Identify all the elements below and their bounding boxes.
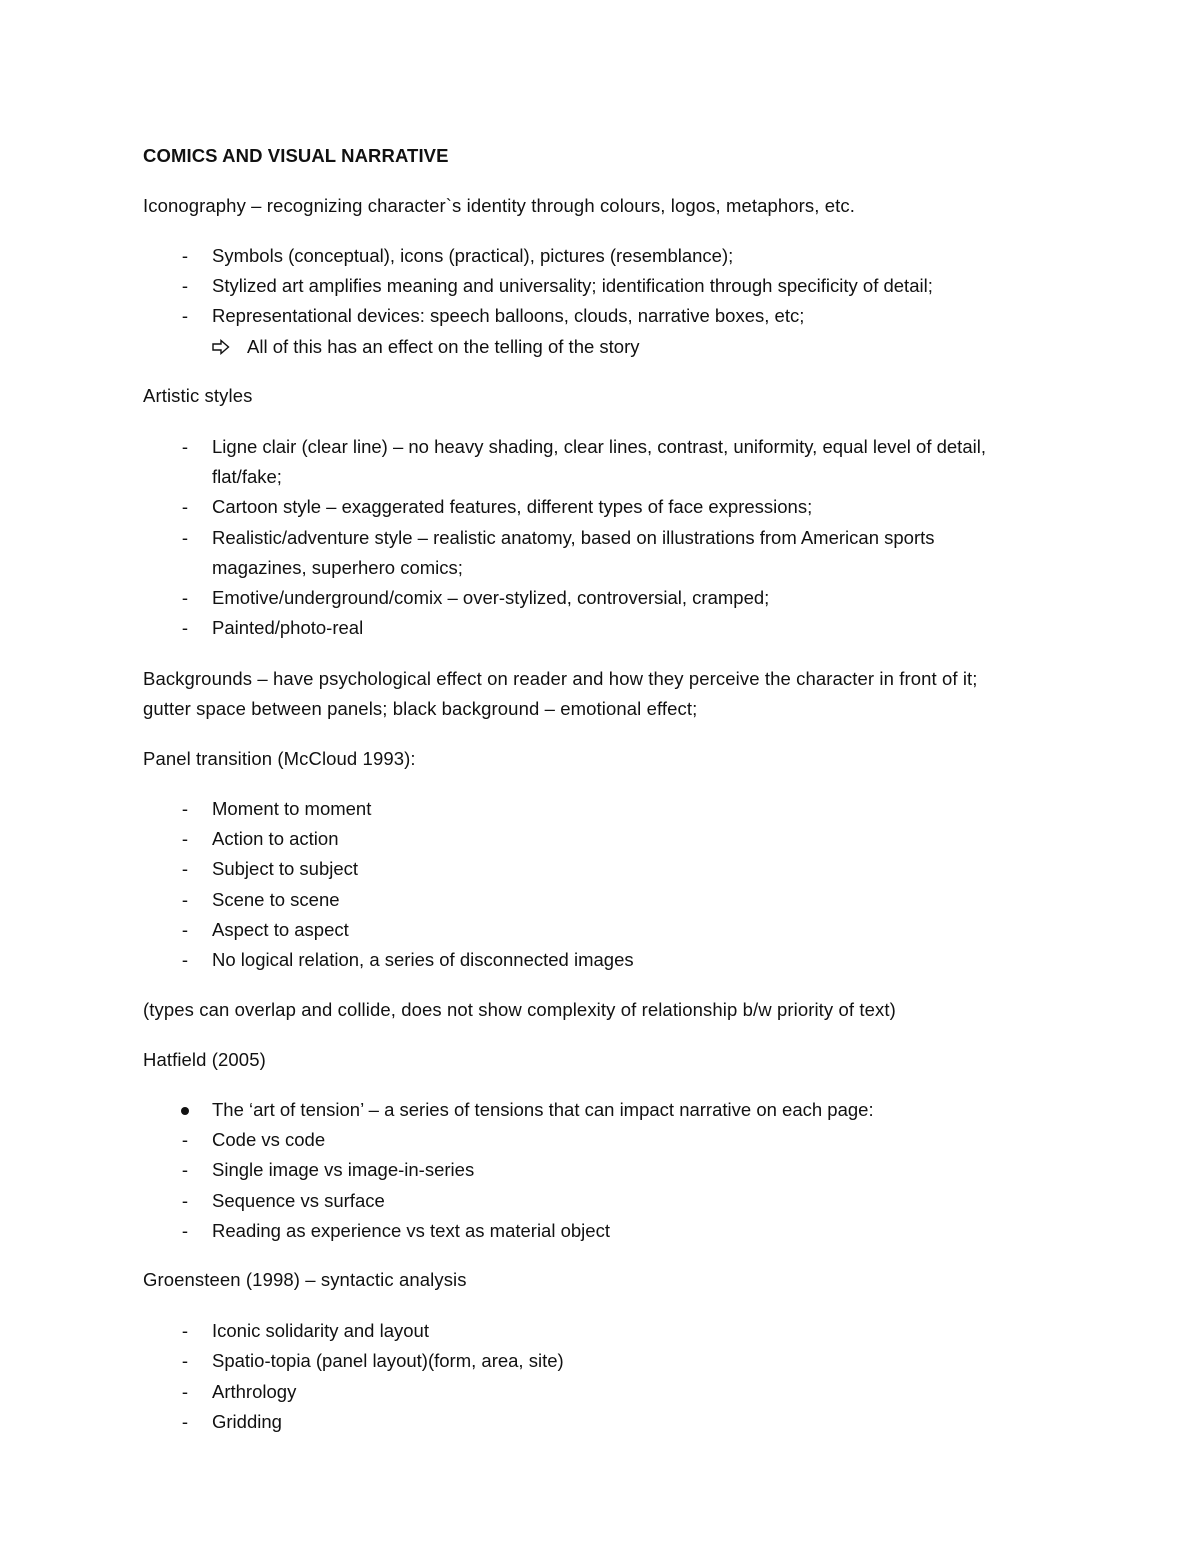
- list-item-text: Subject to subject: [212, 858, 359, 879]
- section-heading-panel-transition: Panel transition (McCloud 1993):: [143, 748, 416, 769]
- dash-marker: -: [181, 1129, 189, 1150]
- list-item-text: Sequence vs surface: [212, 1190, 385, 1211]
- dash-marker: -: [181, 1411, 189, 1432]
- list-item-text: Painted/photo-real: [212, 617, 364, 638]
- list-item-text: No logical relation, a series of disconnected images: [212, 949, 634, 970]
- list-item-text: Arthrology: [212, 1381, 297, 1402]
- arrow-note-text: All of this has an effect on the telling of the story: [247, 336, 640, 357]
- dash-marker: -: [181, 275, 189, 296]
- list-item-text: Ligne clair (clear line) – no heavy shading, clear lines, contrast, uniformity, equal level of detail,: [212, 436, 986, 457]
- list-item-text: Action to action: [212, 828, 339, 849]
- dash-marker: -: [181, 1320, 189, 1341]
- list-item-continuation: magazines, superhero comics;: [212, 557, 463, 578]
- panel-transition-note: (types can overlap and collide, does not show complexity of relationship b/w priority of text): [143, 999, 896, 1020]
- dash-marker: -: [181, 305, 189, 326]
- arrow-right-icon: [212, 339, 230, 355]
- dash-marker: -: [181, 496, 189, 517]
- dash-marker: -: [181, 1190, 189, 1211]
- list-item-text: Aspect to aspect: [212, 919, 349, 940]
- dash-marker: -: [181, 889, 189, 910]
- list-item-text: Scene to scene: [212, 889, 340, 910]
- list-item-text: Spatio-topia (panel layout)(form, area, site): [212, 1350, 564, 1371]
- dash-marker: -: [181, 1220, 189, 1241]
- list-item-text: Cartoon style – exaggerated features, different types of face expressions;: [212, 496, 813, 517]
- document-title: COMICS AND VISUAL NARRATIVE: [143, 145, 449, 166]
- iconography-intro: Iconography – recognizing character`s identity through colours, logos, metaphors, etc.: [143, 195, 855, 216]
- dash-marker: -: [181, 527, 189, 548]
- list-item-text: Emotive/underground/comix – over-stylized, controversial, cramped;: [212, 587, 770, 608]
- list-item-text: Gridding: [212, 1411, 282, 1432]
- list-item-text: Moment to moment: [212, 798, 372, 819]
- list-item-text: The ‘art of tension’ – a series of tensions that can impact narrative on each page:: [212, 1099, 874, 1120]
- dash-marker: -: [181, 798, 189, 819]
- backgrounds-paragraph-line: Backgrounds – have psychological effect on reader and how they perceive the character in front of it;: [143, 668, 978, 689]
- dash-marker: -: [181, 245, 189, 266]
- dash-marker: -: [181, 587, 189, 608]
- list-item-text: Single image vs image-in-series: [212, 1159, 475, 1180]
- bullet-dot-icon: [175, 1098, 195, 1122]
- section-heading-groensteen: Groensteen (1998) – syntactic analysis: [143, 1269, 467, 1290]
- backgrounds-paragraph-line: gutter space between panels; black background – emotional effect;: [143, 698, 698, 719]
- section-heading-artistic: Artistic styles: [143, 385, 253, 406]
- dash-marker: -: [181, 828, 189, 849]
- list-item-text: Representational devices: speech balloons, clouds, narrative boxes, etc;: [212, 305, 805, 326]
- dash-marker: -: [181, 1381, 189, 1402]
- dash-marker: -: [181, 617, 189, 638]
- dash-marker: -: [181, 1159, 189, 1180]
- dash-marker: -: [181, 949, 189, 970]
- list-item-continuation: flat/fake;: [212, 466, 282, 487]
- dash-marker: -: [181, 919, 189, 940]
- dash-marker: -: [181, 1350, 189, 1371]
- list-item-text: Stylized art amplifies meaning and universality; identification through specificity of detail;: [212, 275, 933, 296]
- list-item-text: Iconic solidarity and layout: [212, 1320, 429, 1341]
- dash-marker: -: [181, 858, 189, 879]
- dash-marker: -: [181, 436, 189, 457]
- list-item-text: Symbols (conceptual), icons (practical), pictures (resemblance);: [212, 245, 734, 266]
- section-heading-hatfield: Hatfield (2005): [143, 1049, 266, 1070]
- list-item-text: Code vs code: [212, 1129, 326, 1150]
- list-item-text: Realistic/adventure style – realistic anatomy, based on illustrations from American sports: [212, 527, 935, 548]
- list-item-text: Reading as experience vs text as material object: [212, 1220, 610, 1241]
